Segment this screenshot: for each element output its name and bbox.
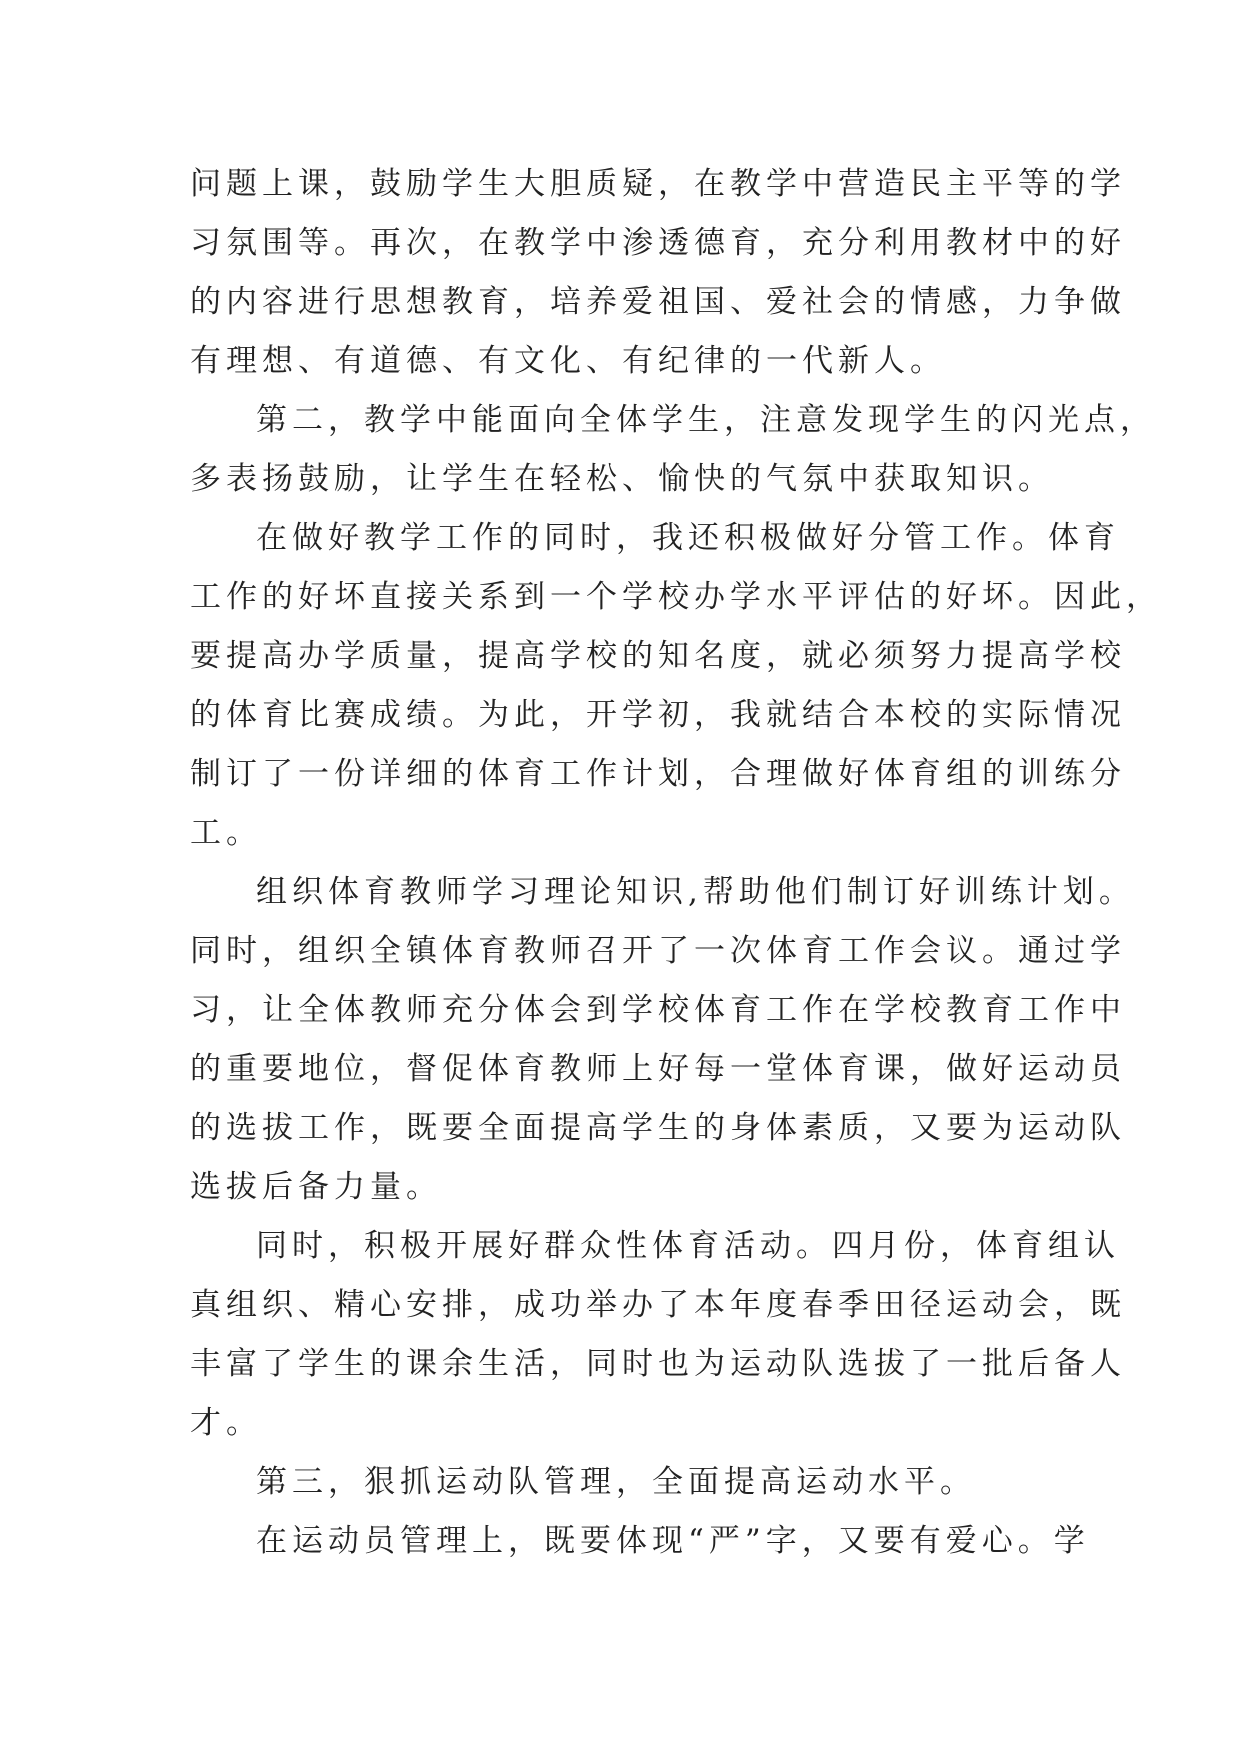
text-line: 多表扬鼓励，让学生在轻松、愉快的气氛中获取知识。: [190, 461, 1054, 497]
text-line: 的选拔工作，既要全面提高学生的身体素质，又要为运动队: [190, 1110, 1126, 1146]
text-line: 同时，组织全镇体育教师召开了一次体育工作会议。通过学: [190, 933, 1126, 969]
text-line: 真组织、精心安排，成功举办了本年度春季田径运动会，既: [190, 1287, 1126, 1323]
text-line: 组织体育教师学习理论知识,帮助他们制订好训练计划。: [256, 874, 1135, 910]
text-line: 的重要地位，督促体育教师上好每一堂体育课，做好运动员: [190, 1051, 1126, 1087]
text-line: 工。: [190, 815, 262, 851]
text-line: 的内容进行思想教育，培养爱祖国、爱社会的情感，力争做: [190, 284, 1126, 320]
text-line: 选拔后备力量。: [190, 1169, 442, 1205]
text-line: 丰富了学生的课余生活，同时也为运动队选拔了一批后备人: [190, 1346, 1126, 1382]
text-line: 同时，积极开展好群众性体育活动。四月份，体育组认: [256, 1228, 1120, 1264]
text-line: 要提高办学质量，提高学校的知名度，就必须努力提高学校: [190, 638, 1126, 674]
text-line: 问题上课，鼓励学生大胆质疑，在教学中营造民主平等的学: [190, 166, 1126, 202]
text-line: 在做好教学工作的同时，我还积极做好分管工作。体育: [256, 520, 1120, 556]
body-text: [190, 155, 1162, 1571]
text-line: 才。: [190, 1405, 262, 1441]
text-line: 习氛围等。再次，在教学中渗透德育，充分利用教材中的好: [190, 225, 1126, 261]
text-line: 第二，教学中能面向全体学生，注意发现学生的闪光点，: [256, 402, 1156, 438]
text-line: 的体育比赛成绩。为此，开学初，我就结合本校的实际情况: [190, 697, 1126, 733]
text-line: 第三，狠抓运动队管理，全面提高运动水平。: [256, 1464, 976, 1500]
text-line: 制订了一份详细的体育工作计划，合理做好体育组的训练分: [190, 756, 1126, 792]
text-line: 在运动员管理上，既要体现“严”字，又要有爱心。学: [256, 1523, 1090, 1559]
text-line: 习，让全体教师充分体会到学校体育工作在学校教育工作中: [190, 992, 1126, 1028]
text-line: 工作的好坏直接关系到一个学校办学水平评估的好坏。因此，: [190, 579, 1162, 615]
text-line: 有理想、有道德、有文化、有纪律的一代新人。: [190, 343, 946, 379]
